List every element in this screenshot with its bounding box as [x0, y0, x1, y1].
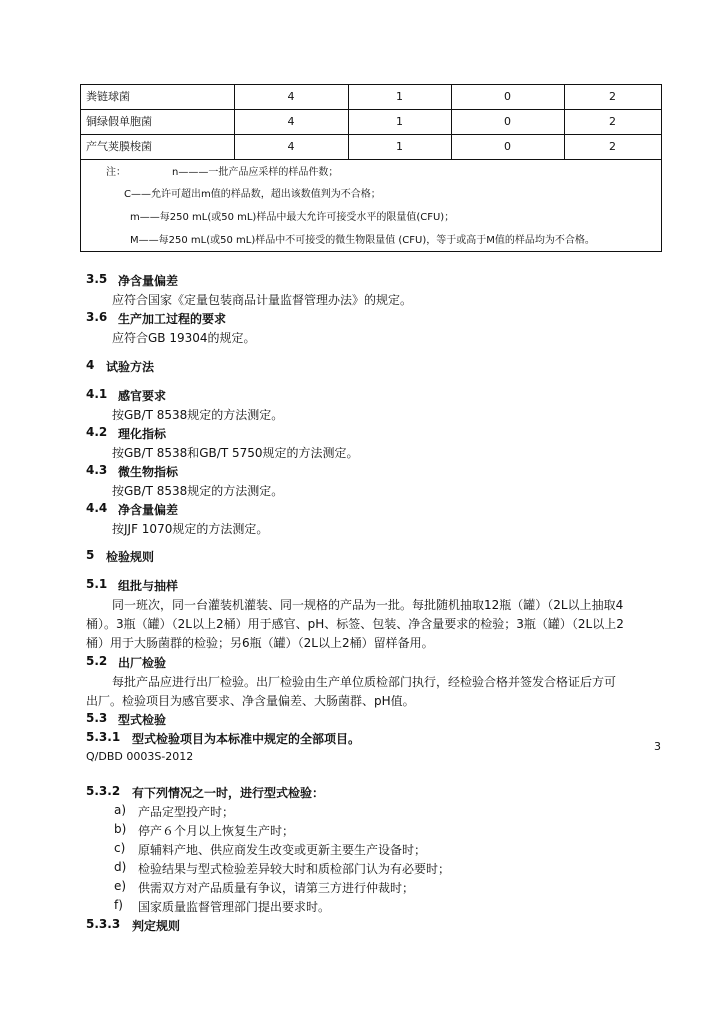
- section-5-1-line-3: 桶）用于大肠菌群的检验；另6瓶（罐）（2L以上2桶）留样备用。: [86, 636, 434, 650]
- list-item: 国家质量监督管理部门提出要求时。: [138, 900, 331, 914]
- section-4-title: 试验方法: [106, 360, 155, 374]
- table-rule: [661, 84, 662, 252]
- section-4-1-number: 4.1: [86, 387, 108, 401]
- list-item: 检验结果与型式检验差异较大时和质检部门认为有必要时；: [138, 862, 451, 876]
- table-cell-M: 2: [609, 90, 616, 103]
- table-rule: [80, 84, 662, 85]
- section-5-3-1-number: 5.3.1: [86, 730, 121, 744]
- table-cell-n: 4: [287, 90, 295, 103]
- table-rule: [80, 84, 81, 252]
- section-5-3-number: 5.3: [86, 711, 108, 725]
- list-item: 原辅料产地、供应商发生改变或更新主要生产设备时；: [138, 843, 427, 857]
- section-5-2-line-1: 每批产品应进行出厂检验。出厂检验由生产单位质检部门执行，经检验合格并签发合格证后方可: [112, 675, 617, 689]
- section-3-6-body: 应符合GB 19304的规定。: [112, 331, 256, 345]
- section-3-5-number: 3.5: [86, 272, 108, 286]
- page-number: 3: [654, 740, 661, 753]
- table-cell-n: 4: [287, 115, 295, 128]
- section-5-3-1-title: 型式检验项目为本标准中规定的全部项目。: [132, 732, 361, 746]
- list-item-marker: a): [114, 803, 127, 817]
- table-cell-name: 粪链球菌: [86, 90, 130, 103]
- section-5-3-2-number: 5.3.2: [86, 784, 121, 798]
- table-cell-m: 0: [504, 90, 511, 103]
- section-4-number: 4: [86, 358, 95, 372]
- section-3-6-title: 生产加工过程的要求: [118, 312, 227, 326]
- list-item: 产品定型投产时；: [138, 805, 235, 819]
- section-4-2-body: 按GB/T 8538和GB/T 5750规定的方法测定。: [112, 446, 359, 460]
- list-item: 供需双方对产品质量有争议，请第三方进行仲裁时；: [138, 881, 415, 895]
- table-cell-m: 0: [504, 115, 511, 128]
- section-4-1-body: 按GB/T 8538规定的方法测定。: [112, 408, 284, 422]
- section-5-2-title: 出厂检验: [118, 656, 167, 670]
- section-4-2-title: 理化指标: [118, 427, 167, 441]
- table-note-label: 注：: [106, 167, 126, 178]
- table-cell-M: 2: [609, 140, 616, 153]
- table-rule: [80, 251, 662, 252]
- section-5-1-line-1: 同一班次，同一台灌装机灌装、同一规格的产品为一批。每批随机抽取12瓶（罐）（2L以上抽取4: [112, 598, 624, 612]
- section-5-2-line-2: 出厂。检验项目为感官要求、净含量偏差、大肠菌群、pH值。: [86, 694, 415, 708]
- section-5-1-line-2: 桶）。3瓶（罐）（2L以上2桶）用于感官、pH、标签、包装、净含量要求的检验；3瓶（罐）（2L以上2: [86, 617, 624, 631]
- list-item-marker: d): [114, 860, 127, 874]
- section-4-3-body: 按GB/T 8538规定的方法测定。: [112, 484, 284, 498]
- list-item-marker: b): [114, 822, 127, 836]
- microbiology-table: [80, 84, 662, 252]
- section-3-6-number: 3.6: [86, 310, 108, 324]
- list-item-marker: f): [114, 898, 123, 912]
- table-cell-c: 1: [396, 90, 403, 103]
- section-5-3-3-number: 5.3.3: [86, 917, 121, 931]
- section-4-4-number: 4.4: [86, 501, 108, 515]
- section-4-2-number: 4.2: [86, 425, 108, 439]
- table-cell-name: 铜绿假单胞菌: [86, 115, 152, 128]
- table-note-c: C——允许可超出m值的样品数，超出该数值判为不合格；: [124, 189, 381, 200]
- table-cell-n: 4: [287, 140, 295, 153]
- section-5-3-title: 型式检验: [118, 713, 167, 727]
- section-3-5-title: 净含量偏差: [118, 274, 179, 288]
- section-5-3-3-title: 判定规则: [132, 919, 181, 933]
- table-cell-m: 0: [504, 140, 511, 153]
- section-4-1-title: 感官要求: [118, 389, 167, 403]
- section-4-4-title: 净含量偏差: [118, 503, 179, 517]
- table-cell-c: 1: [396, 140, 403, 153]
- section-5-1-number: 5.1: [86, 577, 108, 591]
- list-item-marker: c): [114, 841, 126, 855]
- list-item-marker: e): [114, 879, 127, 893]
- table-note-n: n———一批产品应采样的样品件数；: [172, 167, 339, 178]
- list-item: 停产６个月以上恢复生产时；: [138, 824, 295, 838]
- section-5-number: 5: [86, 548, 95, 562]
- table-rule: [80, 134, 662, 135]
- section-3-5-body: 应符合国家《定量包装商品计量监督管理办法》的规定。: [112, 293, 413, 307]
- section-4-4-body: 按JJF 1070规定的方法测定。: [112, 522, 269, 536]
- table-rule: [80, 159, 662, 160]
- table-rule: [80, 109, 662, 110]
- table-cell-c: 1: [396, 115, 403, 128]
- section-4-3-number: 4.3: [86, 463, 108, 477]
- table-cell-name: 产气荚膜梭菌: [86, 140, 152, 153]
- section-5-1-title: 组批与抽样: [118, 579, 179, 593]
- table-cell-M: 2: [609, 115, 616, 128]
- table-note-m: m——每250 mL(或50 mL)样品中最大允许可接受水平的限量值(CFU)；: [130, 212, 455, 223]
- section-5-3-2-title: 有下列情况之一时，进行型式检验：: [132, 786, 325, 800]
- section-4-3-title: 微生物指标: [118, 465, 179, 479]
- section-5-2-number: 5.2: [86, 654, 108, 668]
- document-id: Q/DBD 0003S-2012: [86, 750, 194, 763]
- section-5-title: 检验规则: [106, 550, 155, 564]
- table-note-M: M——每250 mL(或50 mL)样品中不可接受的微生物限量值 (CFU)，等于或高于M值的样品均为不合格。: [130, 235, 595, 246]
